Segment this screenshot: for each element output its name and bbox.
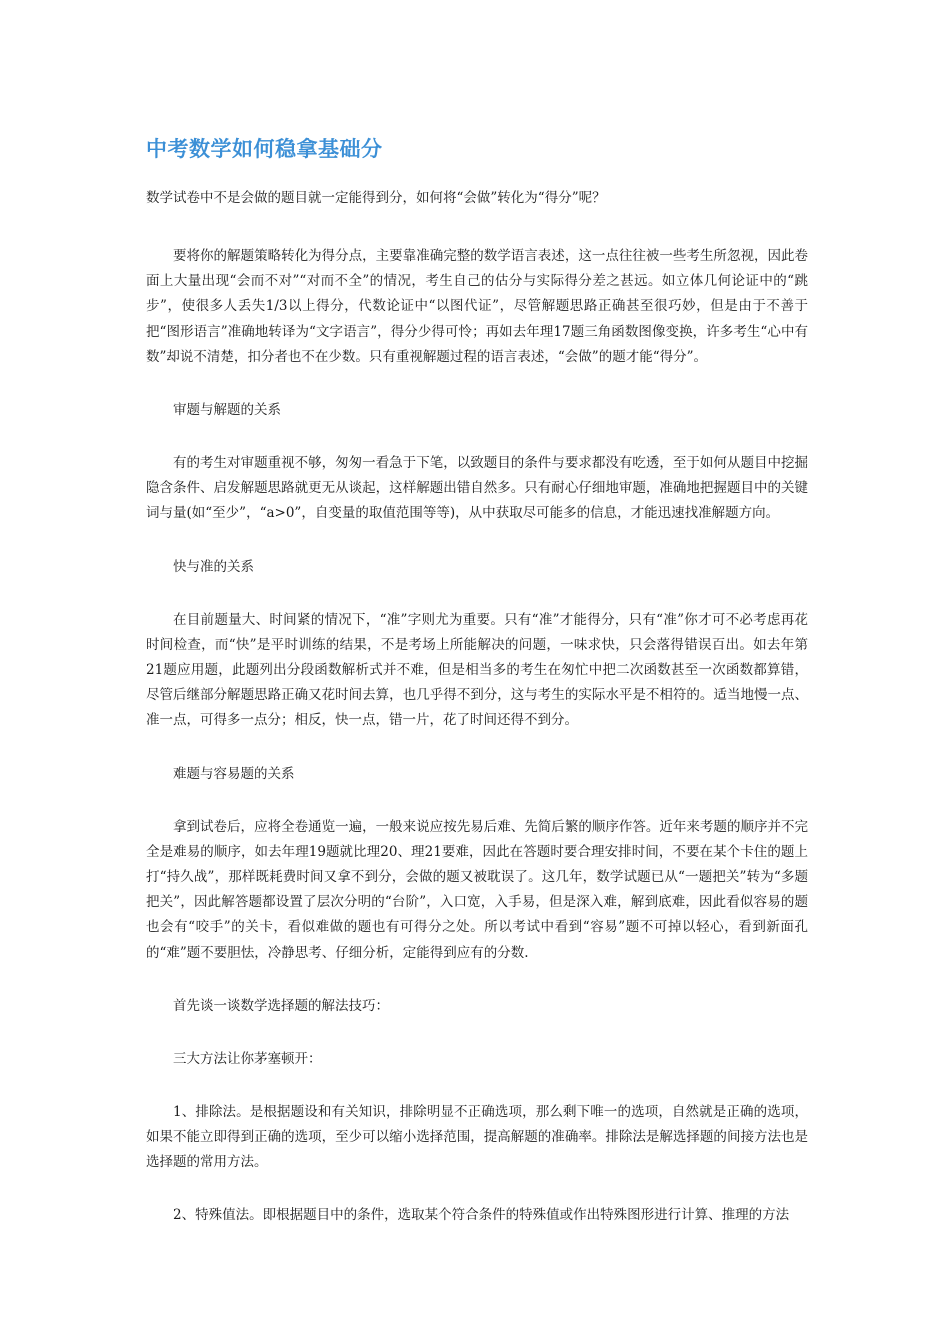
paragraph-speed: 在目前题量大、时间紧的情况下，“准”字则尤为重要。只有“准”才能得分，只有“准”你才可不必考虑再花时间检查，而“快”是平时训练的结果，不是考场上所能解决的问题，一味求快，只会落得错误百出。如去年第21题应用题，此题列出分段函数解析式并不难，但是相当多的考生在匆忙中把二次函数甚至一次函数都算错，尽管后继部分解题思路正确又花时间去算，也几乎得不到分，这与考生的实际水平是不相符的。适当地慢一点、准一点，可得多一点分；相反，快一点，错一片，花了时间还得不到分。 [146,611,808,729]
document-page [146,132,808,1257]
document-title: 中考数学如何稳拿基础分 [146,137,383,161]
lead-sentence: 数学试卷中不是会做的题目就一定能得到分，如何将“会做”转化为“得分”呢？ [146,190,606,206]
section-heading-speed: 快与准的关系 [173,558,254,575]
section-heading-choice: 首先谈一谈数学选择题的解法技巧： [173,997,389,1014]
section-heading-reading: 审题与解题的关系 [173,402,281,419]
paragraph-method-special-value: 2、特殊值法。即根据题目中的条件，选取某个符合条件的特殊值或作出特殊图形进行计算、推理的方法 [173,1207,790,1224]
paragraph-reading: 有的考生对审题重视不够，匆匆一看急于下笔，以致题目的条件与要求都没有吃透，至于如何从题目中挖掘隐含条件、启发解题思路就更无从谈起，这样解题出错自然多。只有耐心仔细地审题，准确地把握题目中的关键词与量(如“至少”，“a>0”，自变量的取值范围等等)，从中获取尽可能多的信息，才能迅速找准解题方向。 [146,455,808,522]
paragraph-expression: 要将你的解题策略转化为得分点，主要靠准确完整的数学语言表述，这一点往往被一些考生所忽视，因此卷面上大量出现“会而不对”“对而不全”的情况，考生自己的估分与实际得分差之甚远。如立体几何论证中的“跳步”，使很多人丢失1/3以上得分，代数论证中“以图代证”，尽管解题思路正确甚至很巧妙，但是由于不善于把“图形语言”准确地转译为“文字语言”，得分少得可怜；再如去年理17题三角函数图像变换，许多考生“心中有数”却说不清楚，扣分者也不在少数。只有重视解题过程的语言表述，“会做”的题才能“得分”。 [146,248,808,365]
section-heading-methods: 三大方法让你茅塞顿开： [173,1050,322,1067]
paragraph-difficulty: 拿到试卷后，应将全卷通览一遍，一般来说应按先易后难、先简后繁的顺序作答。近年来考题的顺序并不完全是难易的顺序，如去年理19题就比理20、理21要难，因此在答题时要合理安排时间，不要在某个卡住的题上打“持久战”，那样既耗费时间又拿不到分，会做的题又被耽误了。这几年，数学试题已从“一题把关”转为“多题把关”，因此解答题都设置了层次分明的“台阶”，入口宽，入手易，但是深入难，解到底难，因此看似容易的题也会有“咬手”的关卡，看似难做的题也有可得分之处。所以考试中看到“容易”题不可掉以轻心，看到新面孔的“难”题不要胆怯，冷静思考、仔细分析，定能得到应有的分数. [146,818,808,961]
section-heading-difficulty: 难题与容易题的关系 [173,765,295,782]
paragraph-method-elimination: 1、排除法。是根据题设和有关知识，排除明显不正确选项，那么剩下唯一的选项，自然就是正确的选项，如果不能立即得到正确的选项，至少可以缩小选择范围，提高解题的准确率。排除法是解选择题的间接方法也是选择题的常用方法。 [146,1103,808,1171]
